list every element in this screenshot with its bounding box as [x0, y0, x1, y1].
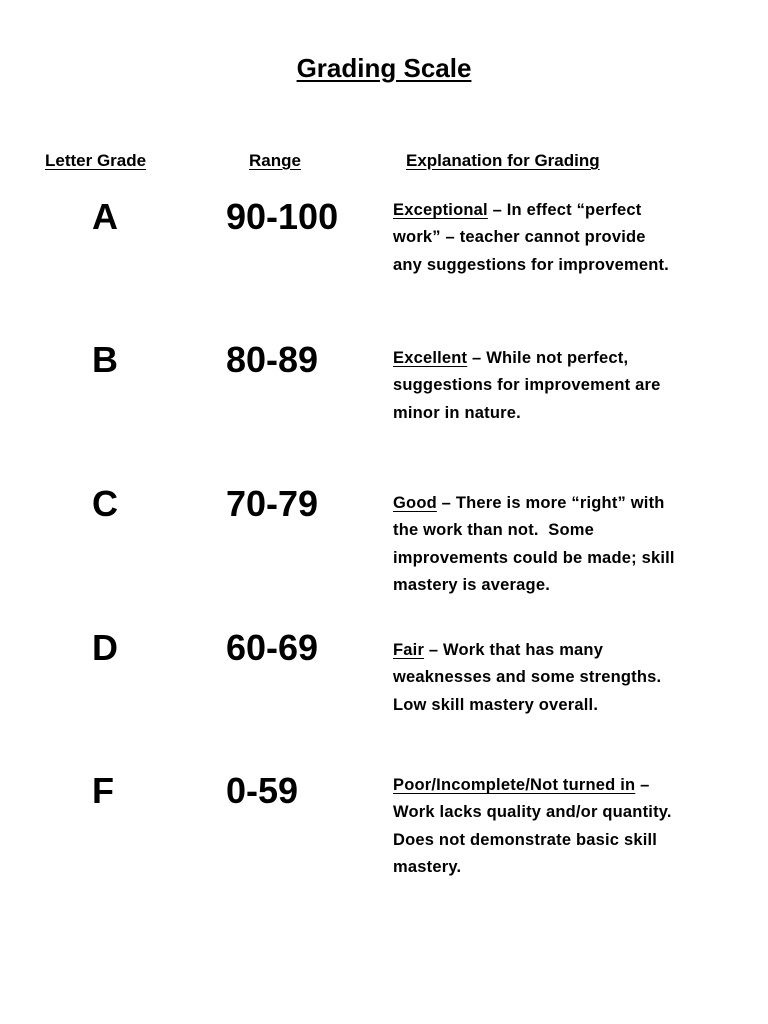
- header-letter-grade: Letter Grade: [45, 151, 147, 170]
- grade-term: Fair: [393, 641, 425, 659]
- grade-range: 0-59: [226, 770, 299, 811]
- grade-range: 90-100: [226, 196, 339, 237]
- explanation-line: any suggestions for improvement.: [393, 255, 669, 274]
- grade-letter: F: [92, 770, 114, 811]
- grade-letter: A: [92, 196, 118, 237]
- grade-range: 60-69: [226, 627, 319, 668]
- explanation-line: weaknesses and some strengths.: [393, 668, 662, 687]
- explanation-line: suggestions for improvement are: [393, 376, 661, 395]
- explanation-line: mastery.: [393, 857, 462, 876]
- explanation-line: improvements could be made; skill: [393, 548, 675, 567]
- header-range: Range: [249, 151, 301, 170]
- explanation-line: –: [635, 776, 650, 794]
- grade-explanation: [393, 772, 723, 881]
- grade-explanation: [393, 637, 723, 719]
- page-title: [0, 50, 768, 86]
- explanation-line: work” – teacher cannot provide: [393, 228, 646, 247]
- explanation-line: – There is more “right” with: [436, 494, 665, 512]
- grade-term: Poor/Incomplete/Not turned in: [393, 776, 636, 794]
- grade-explanation: [393, 197, 723, 279]
- explanation-line: – In effect “perfect: [487, 201, 642, 219]
- grade-letter: D: [92, 627, 118, 668]
- grade-range: 70-79: [226, 483, 319, 524]
- grade-term: Excellent: [393, 349, 468, 367]
- explanation-line: mastery is average.: [393, 575, 550, 594]
- explanation-line: Low skill mastery overall.: [393, 695, 599, 714]
- explanation-line: Does not demonstrate basic skill: [393, 830, 658, 849]
- grade-range: 80-89: [226, 339, 319, 380]
- grade-letter: B: [92, 339, 118, 380]
- header-explanation: Explanation for Grading: [406, 151, 600, 170]
- grade-explanation: [393, 490, 723, 599]
- grade-term: Good: [393, 494, 437, 512]
- grade-term: Exceptional: [393, 201, 488, 219]
- explanation-line: Work lacks quality and/or quantity.: [393, 803, 672, 822]
- explanation-line: minor in nature.: [393, 403, 521, 422]
- explanation-line: the work than not. Some: [393, 521, 594, 540]
- explanation-line: – While not perfect,: [467, 349, 629, 367]
- grade-explanation: [393, 345, 723, 427]
- page-title-text: Grading Scale: [296, 53, 472, 83]
- explanation-line: – Work that has many: [424, 641, 604, 659]
- grade-letter: C: [92, 483, 118, 524]
